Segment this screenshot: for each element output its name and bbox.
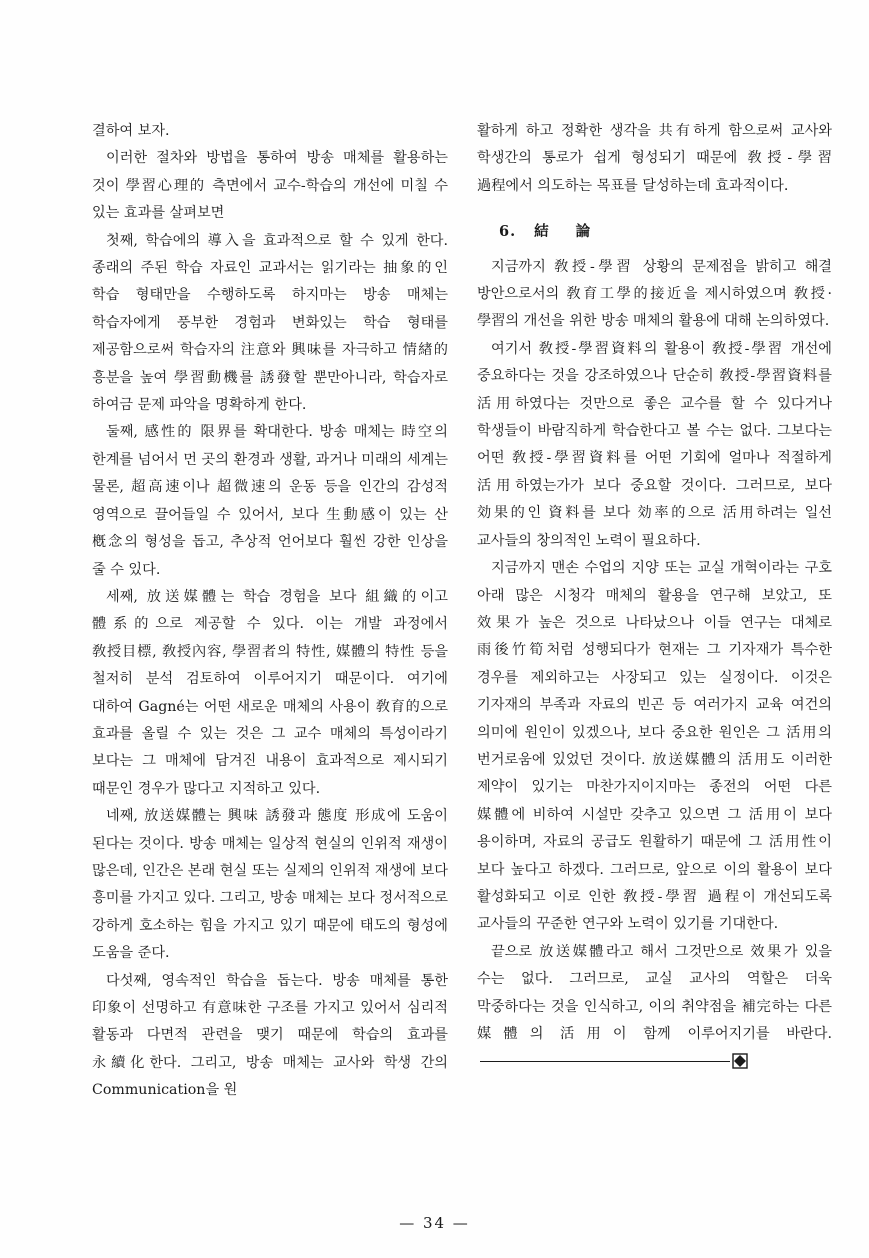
left-paragraph-1: 결하여 보자. xyxy=(92,123,170,139)
right-paragraph-1: 활하게 하고 정확한 생각을 共有하게 함으로써 교사와 학생간의 통로가 쉽게 형성되기 때문에 敎授-學習 過程에서 의도하는 목표를 달성하는데 효과적이다. xyxy=(477,123,832,194)
right-column xyxy=(477,118,832,1076)
left-paragraph-5: 세째, 放送媒體는 학습 경험을 보다 組織的이고 體系的으로 제공할 수 있다. 이는 개발 과정에서 敎授目標, 敎授內容, 學習者의 特性, 媒體의 特性 등을 철저히 분석 검토하여 이루어지기 때문이다. 여기에 대하여 Gagné는 어떤 새로운 매체의 사용이 敎育的으로 효과를 올릴 수 있는 것은 그 교수 매체의 특성이라기 보다는 그 매체에 담겨진 내용이 효과적으로 제시되기 때문인 경우가 많다고 지적하고 있다. xyxy=(92,588,448,797)
left-paragraph-6: 네째, 放送媒體는 興味 誘發과 態度 形成에 도움이 된다는 것이다. 방송 매체는 일상적 현실의 인위적 재생이 많은데, 인간은 본래 현실 또는 실제의 인위적 재생에 보다 흥미를 가지고 있다. 그리고, 방송 매체는 보다 정서적으로 강하게 호소하는 힘을 가지고 있기 때문에 태도의 형성에 도움을 준다. xyxy=(92,808,448,962)
right-paragraph-4: 지금까지 맨손 수업의 지양 또는 교실 개혁이라는 구호 아래 많은 시청각 매체의 활용을 연구해 보았고, 또 效果가 높은 것으로 나타났으나 이들 연구는 대체로 雨後竹筍처럼 성행되다가 현재는 그 기자재가 특수한 경우를 제외하고는 사장되고 있는 실정이다. 이것은 기자재의 부족과 자료의 빈곤 등 여러가지 교육 여건의 의미에 원인이 있겠으나, 보다 중요한 원인은 그 活用의 번거로움에 있었던 것이다. 放送媒體의 活用도 이러한 제약이 있기는 마찬가지이지마는 종전의 어떤 다른 媒體에 비하여 시설만 갖추고 있으면 그 活用이 보다 용이하며, 자료의 공급도 원활하기 때문에 그 活用性이 보다 높다고 하겠다. 그러므로, 앞으로 이의 활용이 보다 활성화되고 이로 인한 敎授-學習 過程이 개선되도록 교사들의 꾸준한 연구와 노력이 있기를 기대한다. xyxy=(477,560,832,933)
right-paragraph-3: 여기서 敎授-學習資料의 활용이 敎授-學習 개선에 중요하다는 것을 강조하였으나 단순히 敎授-學習資料를 活用하였다는 것만으로 좋은 교수를 할 수 있다거나 학생들이 바람직하게 학습한다고 볼 수는 없다. 그보다는 어떤 敎授-學習資料를 어떤 기회에 얼마나 적절하게 活用하였는가가 보다 중요할 것이다. 그러므로, 보다 効果的인 資料를 보다 効率的으로 活用하려는 일선 교사들의 창의적인 노력이 필요하다. xyxy=(477,340,832,549)
section-title-char-2: 論 xyxy=(575,223,592,241)
right-paragraph-2: 지금까지 敎授-學習 상황의 문제점을 밝히고 해결 방안으로서의 敎育工學的接近을 제시하였으며 敎授·學習의 개선을 위한 방송 매체의 활용에 대해 논의하였다. xyxy=(477,258,832,330)
section-title-char-1: 結 xyxy=(534,223,550,241)
section-heading-conclusion xyxy=(499,218,832,245)
diamond-in-square-end-mark-icon xyxy=(732,1053,748,1069)
final-paragraph-text: 끝으로 放送媒體라고 해서 그것만으로 效果가 있을 수는 없다. 그러므로, 교실 교사의 역할은 더욱 막중하다는 것을 인식하고, 이의 취약점을 補完하는 다른 媒體의 活用이 함께 이루어지기를 바란다. xyxy=(477,943,832,1042)
end-rule-line xyxy=(480,1061,730,1063)
section-number: 6. xyxy=(499,223,517,241)
left-paragraph-2: 이러한 절차와 방법을 통하여 방송 매체를 활용하는 것이 學習心理的 측면에서 교수-학습의 개선에 미칠 수 있는 효과를 살펴보면 xyxy=(92,150,448,222)
page-number: — 34 — xyxy=(399,1214,470,1232)
left-paragraph-7: 다섯째, 영속적인 학습을 돕는다. 방송 매체를 통한 印象이 선명하고 有意味한 구조를 가지고 있어서 심리적 활동과 다면적 관련을 맺기 때문에 학습의 효과를 永續化한다. 그리고, 방송 매체는 교사와 학생 간의 Communication을 원 xyxy=(92,972,448,1099)
left-column xyxy=(92,118,448,1105)
right-paragraph-final xyxy=(477,939,832,1076)
left-paragraph-3: 첫째, 학습에의 導入을 효과적으로 할 수 있게 한다. 종래의 주된 학습 자료인 교과서는 읽기라는 抽象的인 학습 형태만을 수행하도록 하지마는 방송 매체는 학습자에게 풍부한 경험과 변화있는 학습 형태를 제공함으로써 학습자의 注意와 興味를 자극하고 情緖的 흥분을 높여 學習動機를 誘發할 뿐만아니라, 학습자로 하여금 문제 파악을 명확하게 한다. xyxy=(92,232,448,414)
left-paragraph-4: 둘째, 感性的 限界를 확대한다. 방송 매체는 時空의 한계를 넘어서 먼 곳의 환경과 생활, 과거나 미래의 세계는 물론, 超高速이나 超微速의 운동 등을 인간의 감성적 영역으로 끌어들일 수 있어서, 보다 生動感이 있는 산 槪念의 형성을 돕고, 추상적 언어보다 훨씬 강한 인상을 줄 수 있다. xyxy=(92,424,448,578)
